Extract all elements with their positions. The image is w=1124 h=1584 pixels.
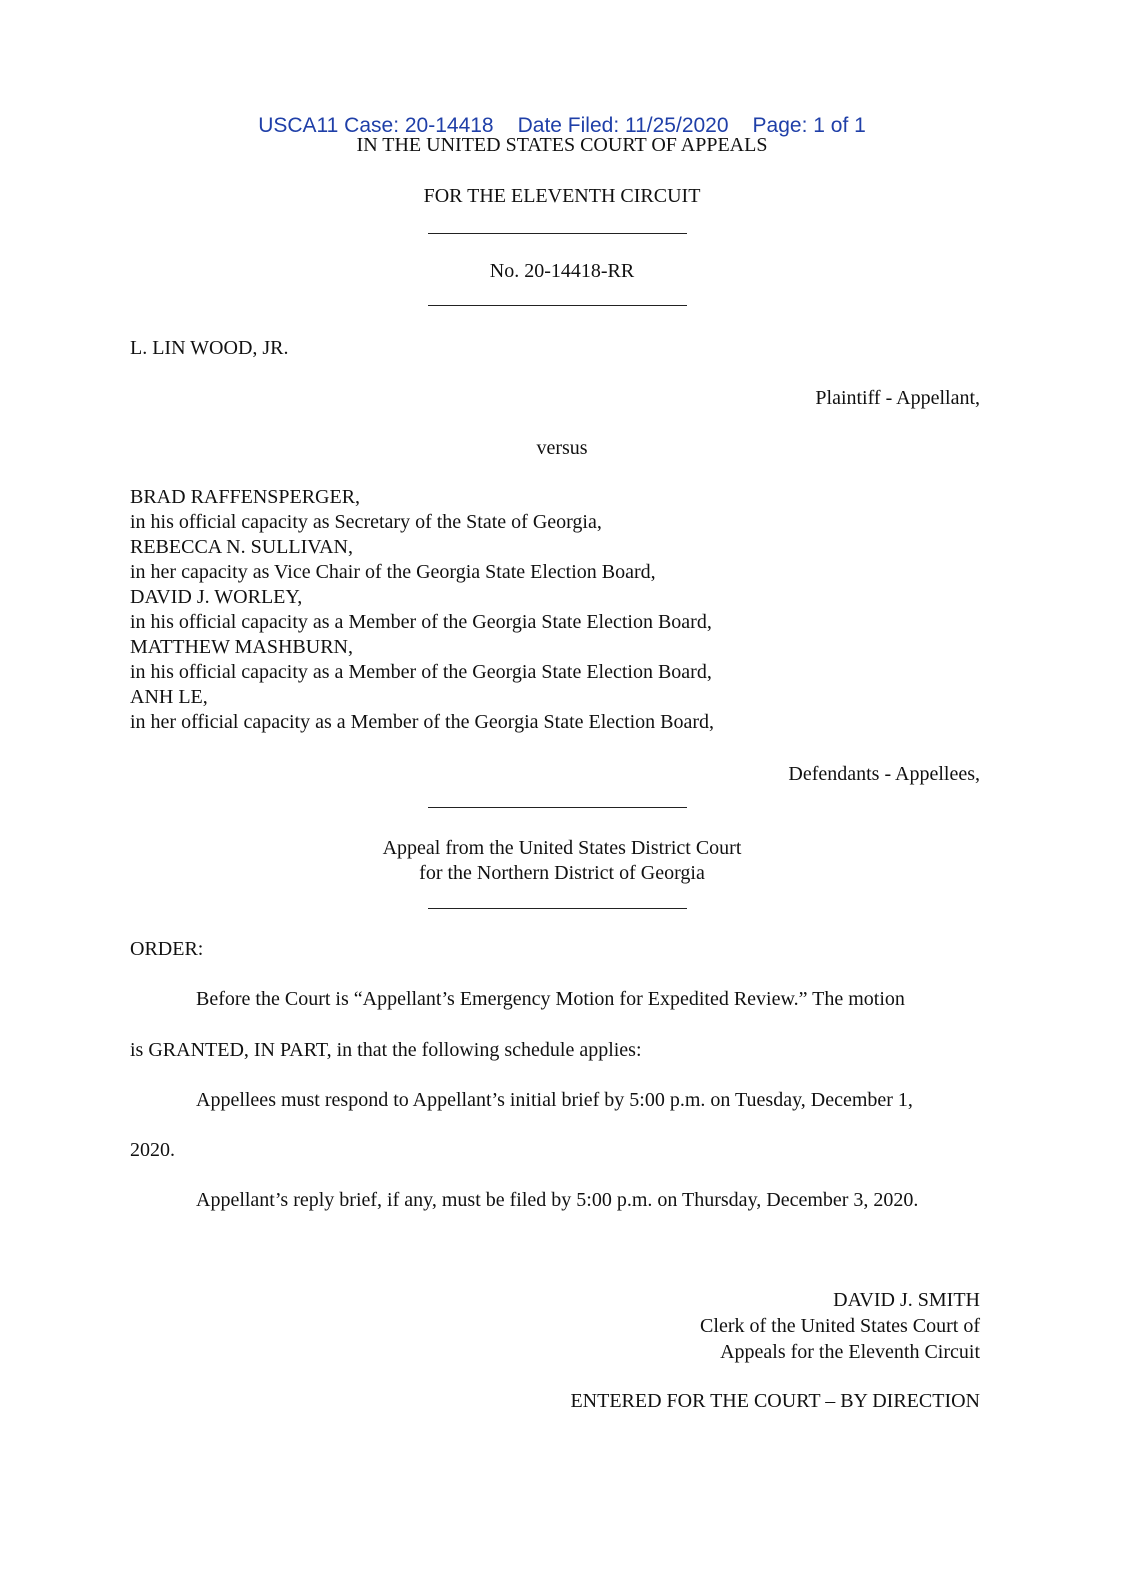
versus-label: versus — [536, 437, 588, 459]
defendants-list — [130, 485, 714, 735]
clerk-signature-block — [700, 1287, 980, 1365]
defendant-line: in his official capacity as Secretary of the State of Georgia, — [130, 511, 602, 533]
defendants-role: Defendants - Appellees, — [788, 763, 980, 785]
defendant-line: MATTHEW MASHBURN, — [130, 636, 353, 658]
stamp-page: Page: 1 of 1 — [752, 114, 866, 137]
order-paragraph-3: Appellant’s reply brief, if any, must be filed by 5:00 p.m. on Thursday, December 3, 2020. — [196, 1189, 919, 1211]
order-paragraph-2: Appellees must respond to Appellant’s initial brief by 5:00 p.m. on Tuesday, December 1, — [196, 1089, 913, 1111]
defendant-line: ANH LE, — [130, 686, 208, 708]
defendant-line: BRAD RAFFENSPERGER, — [130, 486, 361, 508]
defendant-line: in her official capacity as a Member of the Georgia State Election Board, — [130, 711, 715, 733]
order-paragraph-2-cont: 2020. — [130, 1139, 175, 1161]
order-paragraph-1-cont: is GRANTED, IN PART, in that the following schedule applies: — [130, 1039, 642, 1061]
divider — [428, 305, 687, 306]
appeal-line-2: for the Northern District of Georgia — [419, 862, 705, 884]
order-heading: ORDER: — [130, 938, 204, 960]
divider — [428, 233, 687, 234]
case-number: No. 20-14418-RR — [489, 260, 635, 282]
clerk-title-1: Clerk of the United States Court of — [700, 1315, 980, 1337]
defendant-line: REBECCA N. SULLIVAN, — [130, 536, 353, 558]
stamp-case: USCA11 Case: 20-14418 — [258, 114, 494, 137]
divider — [428, 908, 687, 909]
plaintiff-name: L. LIN WOOD, JR. — [130, 337, 289, 359]
clerk-title-2: Appeals for the Eleventh Circuit — [720, 1341, 980, 1363]
order-paragraph-1: Before the Court is “Appellant’s Emergency Motion for Expedited Review.” The motion — [196, 988, 905, 1010]
court-title: IN THE UNITED STATES COURT OF APPEALS — [356, 134, 768, 156]
defendant-line: in his official capacity as a Member of the Georgia State Election Board, — [130, 611, 712, 633]
clerk-name: DAVID J. SMITH — [833, 1289, 980, 1311]
divider — [428, 807, 687, 808]
appeal-line-1: Appeal from the United States District Court — [382, 837, 742, 859]
defendant-line: in her capacity as Vice Chair of the Georgia State Election Board, — [130, 561, 656, 583]
defendant-line: DAVID J. WORLEY, — [130, 586, 303, 608]
defendant-line: in his official capacity as a Member of the Georgia State Election Board, — [130, 661, 712, 683]
entered-by-direction: ENTERED FOR THE COURT – BY DIRECTION — [570, 1390, 980, 1412]
court-circuit: FOR THE ELEVENTH CIRCUIT — [423, 185, 701, 207]
stamp-date-filed: Date Filed: 11/25/2020 — [517, 114, 729, 137]
plaintiff-role: Plaintiff - Appellant, — [815, 387, 980, 409]
